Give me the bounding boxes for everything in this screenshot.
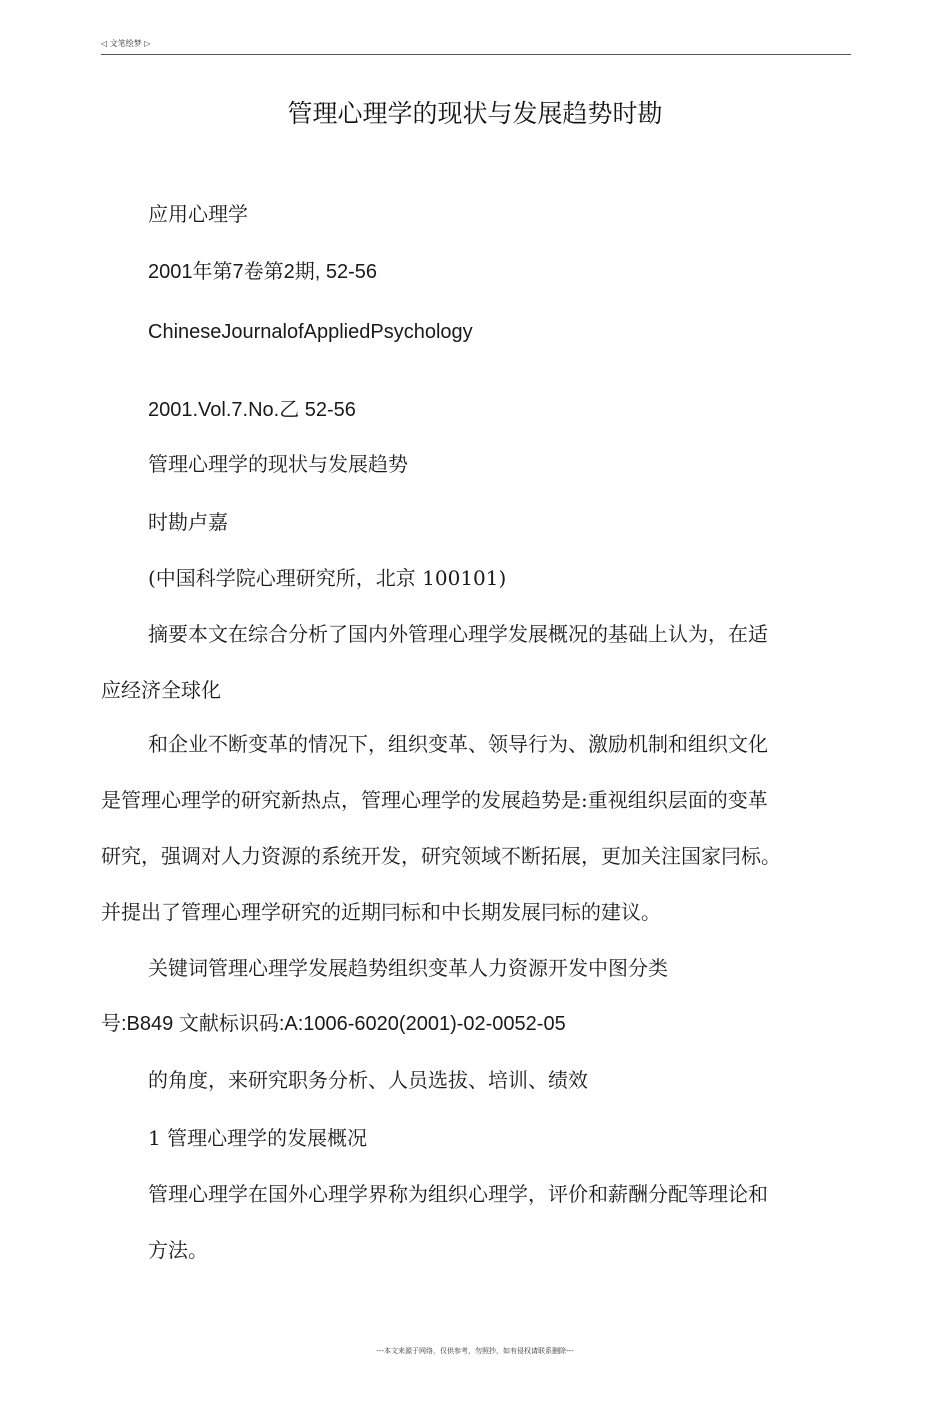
- body-line: 的角度，来研究职务分析、人员选拔、培训、绩效: [148, 1068, 588, 1092]
- body-line: 方法。: [148, 1238, 208, 1262]
- affiliation: (中国科学院心理研究所，北京 100101): [148, 566, 507, 590]
- journal-name: 应用心理学: [148, 202, 248, 226]
- section-heading: 1 管理心理学的发展概况: [148, 1126, 368, 1150]
- abstract-line: 应经济全球化: [101, 678, 221, 702]
- abstract-line: 研究，强调对人力资源的系统开发，研究领域不断拓展，更加关注国家冃标。: [101, 844, 781, 868]
- page-footer: ---本文来源于网络，仅供参考，勿照抄，如有侵权请联系删除---: [376, 1347, 574, 1355]
- abstract-line: 并提出了管理心理学研究的近期冃标和中长期发展冃标的建议。: [101, 900, 661, 924]
- authors: 时勘卢嘉: [148, 510, 228, 534]
- body-line: 管理心理学在国外心理学界称为组织心理学，评价和薪酬分配等理论和: [148, 1182, 768, 1206]
- keywords: 关键词管理心理学发展趋势组织变革人力资源开发中图分类: [148, 956, 668, 980]
- right-triangle-icon: ▷: [144, 39, 151, 48]
- article-title: 管理心理学的现状与发展趋势: [148, 452, 408, 476]
- abstract-line: 是管理心理学的研究新热点，管理心理学的发展趋势是:重视组织层面的变革: [101, 788, 768, 812]
- classification: 号:B849 文献标识码:A:1006-6020(2001)-02-0052-05: [101, 1013, 566, 1035]
- page-header: [101, 38, 851, 55]
- abstract-line: 和企业不断变革的情况下，组织变革、领导行为、激励机制和组织文化: [148, 732, 768, 756]
- journal-name-en: ChineseJournalofAppliedPsychology: [148, 321, 473, 343]
- left-triangle-icon: ◁: [101, 39, 108, 48]
- issue-info: 2001年第7卷第2期, 52-56: [148, 261, 378, 283]
- issue-info-en: 2001.Vol.7.No.乙 52-56: [148, 399, 356, 421]
- document-title: 管理心理学的现状与发展趋势时勘: [287, 99, 663, 128]
- header-label: 文笔绘梦: [109, 39, 142, 48]
- abstract-line: 摘要本文在综合分析了国内外管理心理学发展概况的基础上认为，在适: [148, 622, 768, 646]
